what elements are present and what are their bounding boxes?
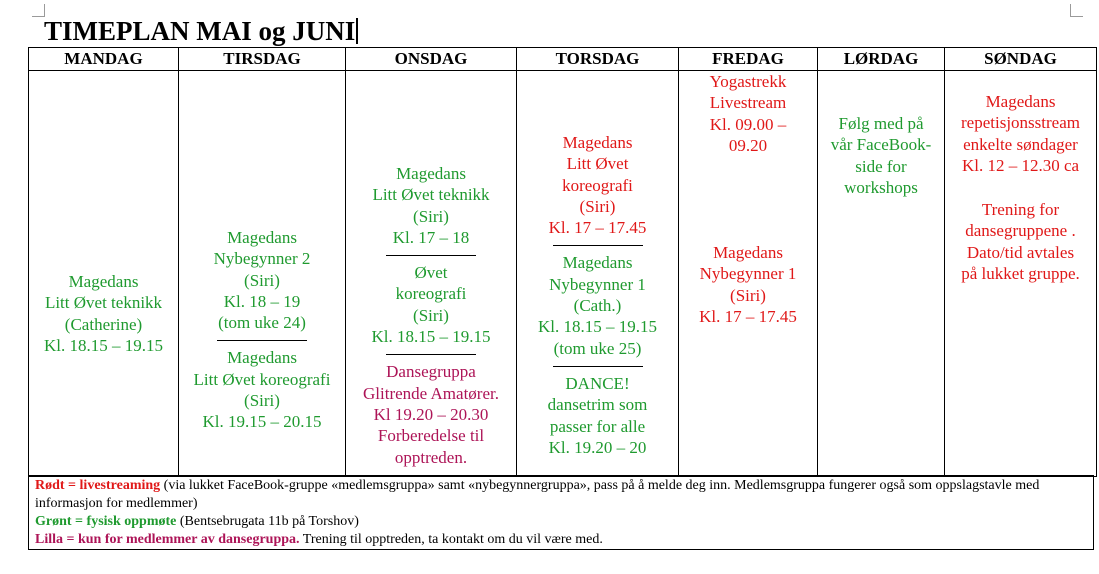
- class-name: Magedans: [227, 228, 297, 247]
- class-teacher: (Cath.): [573, 296, 622, 316]
- class-level: Nybegynner 2: [213, 249, 311, 269]
- class-teacher: (Siri): [244, 270, 280, 290]
- header-sondag: SØNDAG: [945, 48, 1097, 71]
- header-onsdag: ONSDAG: [346, 48, 517, 71]
- cell-fredag: [679, 71, 818, 477]
- color-legend: [28, 475, 1094, 550]
- class-time: Kl. 17 – 18: [392, 227, 470, 247]
- class-name: Yogastrekk: [709, 72, 787, 91]
- class-teacher: (Siri): [413, 305, 449, 325]
- header-row: [29, 48, 1097, 71]
- class-level: Litt Øvet: [566, 154, 629, 174]
- cell-torsdag: [517, 71, 679, 477]
- info-line: Følg med på: [838, 114, 924, 133]
- legend-purple-text: Trening til opptreden, ta kontakt om du vil være med.: [299, 532, 603, 547]
- info-line: workshops: [844, 177, 918, 197]
- schedule-table: [28, 47, 1097, 477]
- class-torsdag-dance: [517, 373, 678, 458]
- class-time: 09.20: [728, 135, 768, 155]
- class-mandag-teknikk: [29, 271, 178, 356]
- title-text: TIMEPLAN MAI og JUNI: [44, 16, 356, 46]
- class-time: Kl. 17 – 17.45: [548, 218, 647, 238]
- class-name: Magedans: [713, 243, 783, 262]
- class-separator: [553, 366, 643, 367]
- torsdag-classes: [517, 132, 678, 458]
- class-separator: [553, 245, 643, 246]
- legend-purple: [35, 531, 1087, 549]
- class-sondag-repetisjon: [945, 91, 1096, 176]
- header-mandag: MANDAG: [29, 48, 179, 71]
- header-torsdag: TORSDAG: [517, 48, 679, 71]
- class-name: Magedans: [985, 92, 1056, 111]
- class-onsdag-teknikk: [346, 163, 516, 248]
- class-note: (tom uke 25): [553, 338, 642, 358]
- class-separator: [386, 255, 476, 256]
- legend-green: [35, 513, 1087, 531]
- class-fredag-nybegynner: [679, 242, 817, 327]
- class-name: DANCE!: [565, 373, 630, 393]
- class-name: Magedans: [68, 272, 139, 291]
- legend-red: [35, 477, 1087, 513]
- class-onsdag-koreografi: [346, 262, 516, 347]
- legend-red-label: Rødt = livestreaming: [35, 478, 161, 493]
- class-separator: [217, 340, 307, 341]
- class-time: Kl. 18 – 19: [223, 291, 301, 311]
- info-line: Trening for: [981, 200, 1060, 219]
- cell-mandag: [29, 71, 179, 477]
- legend-red-text: (via lukket FaceBook-gruppe «medlemsgruppa» samt «nybegynnergruppa», pass på å melde deg inn. Medlemsgruppa fungerer også som oppslagstavle med informasjon for medlemmer): [35, 478, 1040, 511]
- info-sondag-trening: [945, 199, 1096, 284]
- class-level: koreografi: [395, 284, 467, 304]
- class-time: Kl. 18.15 – 19.15: [371, 327, 491, 347]
- cell-onsdag: [346, 71, 517, 477]
- legend-purple-label: Lilla = kun for medlemmer av dansegruppa.: [35, 532, 300, 547]
- class-teacher: (Siri): [413, 206, 449, 226]
- text-cursor: [356, 18, 358, 44]
- class-teacher: (Siri): [244, 391, 280, 411]
- info-lordag-workshops: [818, 113, 944, 198]
- info-line: dansegruppene .: [965, 221, 1076, 241]
- class-name: Øvet: [414, 263, 448, 283]
- cell-sondag: [945, 71, 1097, 477]
- class-name: Magedans: [562, 253, 633, 273]
- info-line: på lukket gruppe.: [961, 263, 1080, 283]
- class-time: Kl. 19.15 – 20.15: [202, 412, 322, 432]
- class-time: Kl. 19.20 – 20: [548, 437, 647, 457]
- class-level: Litt Øvet teknikk: [44, 293, 163, 313]
- info-line: side for: [855, 156, 907, 176]
- class-fredag-yoga: [679, 71, 817, 156]
- class-name: Magedans: [396, 164, 466, 183]
- class-level: repetisjonsstream: [961, 113, 1080, 133]
- class-onsdag-dansegruppa: [346, 361, 516, 467]
- header-lordag: LØRDAG: [818, 48, 945, 71]
- class-note: opptreden.: [394, 447, 468, 467]
- class-time: Kl 19.20 – 20.30: [373, 404, 489, 424]
- legend-green-label: Grønt = fysisk oppmøte: [35, 514, 177, 529]
- class-tirsdag-nybegynner: [179, 227, 345, 433]
- cell-tirsdag: [179, 71, 346, 477]
- page-corner-mark-right: [1070, 4, 1083, 17]
- class-time: Kl. 17 – 17.45: [699, 306, 797, 326]
- class-level: Nybegynner 1: [699, 264, 797, 284]
- class-level: Livestream: [709, 93, 787, 113]
- cell-lordag: [818, 71, 945, 477]
- class-teacher: (Siri): [730, 285, 766, 305]
- class-name: Dansegruppa: [386, 362, 476, 382]
- header-tirsdag: TIRSDAG: [179, 48, 346, 71]
- document-title[interactable]: [44, 15, 358, 47]
- class-name: Magedans: [562, 133, 633, 152]
- class-teacher: (Catherine): [64, 314, 143, 334]
- onsdag-classes: [346, 163, 516, 468]
- class-level: Litt Øvet teknikk: [372, 185, 490, 205]
- class-teacher: (Siri): [579, 196, 616, 216]
- schedule-row: [29, 71, 1097, 477]
- legend-green-text: (Bentsebrugata 11b på Torshov): [176, 514, 359, 529]
- class-time: Kl. 12 – 12.30 ca: [961, 155, 1080, 175]
- class-name: Magedans: [227, 348, 297, 368]
- class-level: Glitrende Amatører.: [363, 383, 499, 403]
- class-level: dansetrim som: [547, 395, 648, 415]
- class-time: Kl. 18.15 – 19.15: [538, 317, 657, 337]
- class-torsdag-koreografi: [517, 132, 678, 238]
- class-note: enkelte søndager: [963, 134, 1078, 154]
- info-line: vår FaceBook-: [830, 135, 932, 155]
- class-separator: [386, 354, 476, 355]
- class-time: Kl. 18.15 – 19.15: [44, 335, 163, 355]
- class-level: passer for alle: [549, 416, 646, 436]
- class-note: (tom uke 24): [218, 313, 306, 333]
- class-level: Nybegynner 1: [549, 274, 646, 294]
- info-line: Dato/tid avtales: [966, 242, 1075, 262]
- class-note: Forberedelse til: [377, 426, 485, 446]
- class-level: koreografi: [562, 175, 633, 195]
- class-time: Kl. 09.00 –: [709, 114, 787, 134]
- class-level: Litt Øvet koreografi: [193, 369, 331, 389]
- header-fredag: FREDAG: [679, 48, 818, 71]
- class-torsdag-nybegynner: [517, 252, 678, 358]
